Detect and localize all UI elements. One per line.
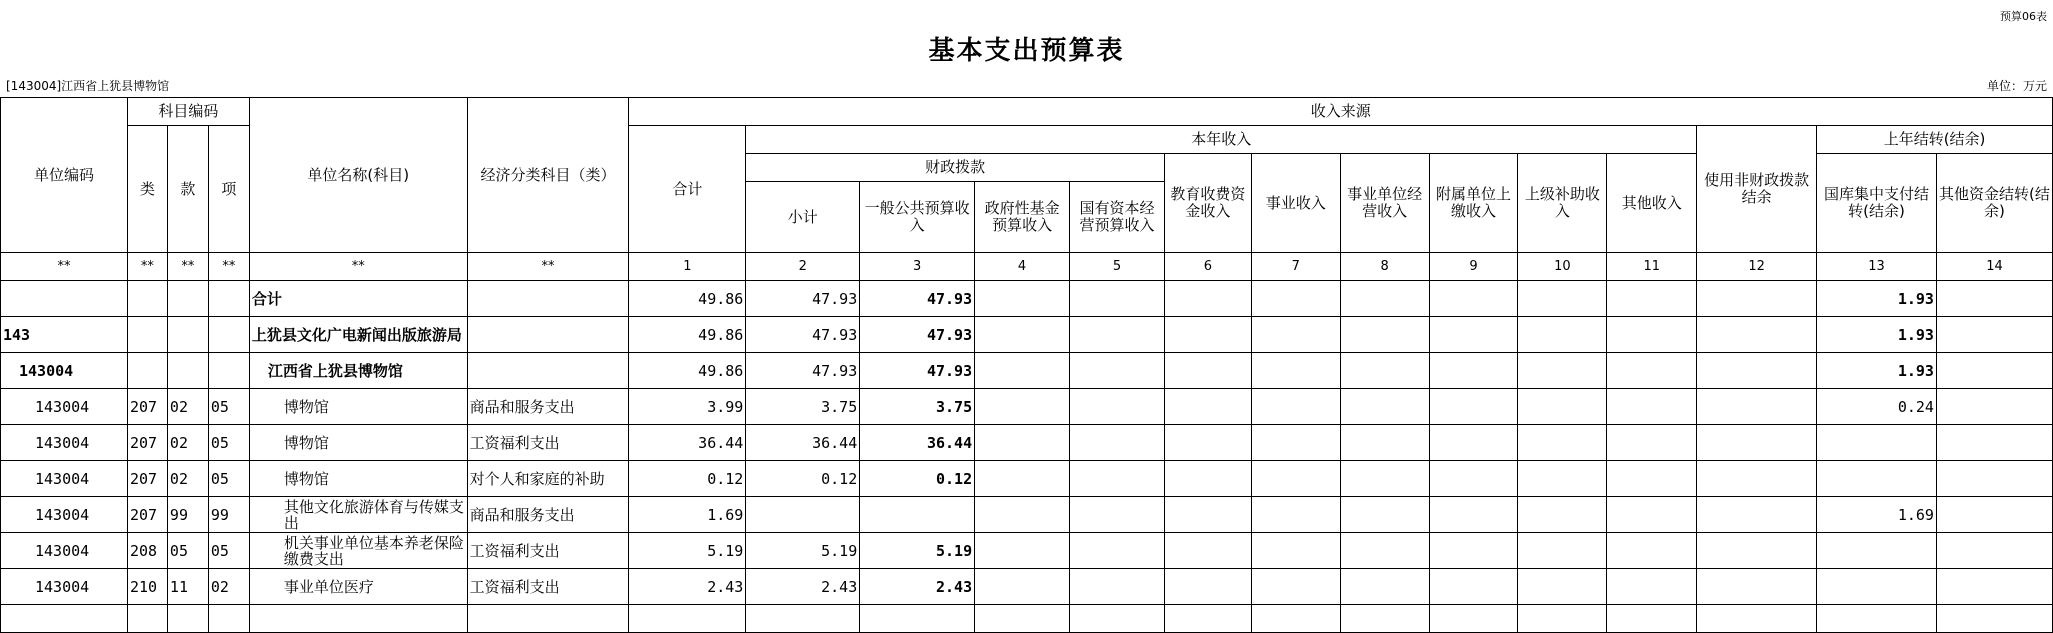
education-cell — [1164, 425, 1251, 461]
stateasset-cell — [1070, 281, 1165, 317]
total-cell: 0.12 — [629, 461, 746, 497]
business-cell — [1251, 533, 1340, 569]
treasury-carryover-cell — [1817, 425, 1937, 461]
total-cell: 49.86 — [629, 353, 746, 389]
stateasset-cell — [1070, 533, 1165, 569]
nonfiscal-cell — [1697, 281, 1817, 317]
unit-code-cell: 143004 — [1, 533, 128, 569]
subtotal-cell: 47.93 — [746, 317, 860, 353]
col-number: 5 — [1070, 253, 1165, 281]
header-nonfiscal: 使用非财政拨款结余 — [1697, 126, 1817, 253]
unit-name-cell: 合计 — [249, 281, 467, 317]
other-funds-cell — [1936, 497, 2052, 533]
other-income-cell — [1607, 353, 1697, 389]
operating-cell — [1340, 353, 1429, 389]
business-cell — [1251, 461, 1340, 497]
header-subject-code: 科目编码 — [127, 98, 249, 126]
header-this-year: 本年收入 — [746, 126, 1697, 154]
education-cell — [1164, 497, 1251, 533]
stateasset-cell — [1070, 317, 1165, 353]
other-funds-cell — [1936, 317, 2052, 353]
superior-cell — [1518, 281, 1607, 317]
other-funds-cell — [1936, 461, 2052, 497]
xiang-cell: 99 — [208, 497, 249, 533]
stateasset-cell — [1070, 569, 1165, 605]
lei-cell — [127, 281, 167, 317]
budget-table — [0, 97, 2053, 633]
affiliated-cell — [1429, 317, 1518, 353]
general-budget-cell: 47.93 — [860, 281, 975, 317]
operating-cell — [1340, 533, 1429, 569]
subtotal-cell — [746, 497, 860, 533]
header-general: 一般公共预算收入 — [860, 182, 975, 253]
total-cell: 49.86 — [629, 281, 746, 317]
xiang-cell: 05 — [208, 461, 249, 497]
econ-class-cell: 对个人和家庭的补助 — [467, 461, 629, 497]
general-budget-cell — [860, 497, 975, 533]
unit-name-cell: 江西省上犹县博物馆 — [249, 353, 467, 389]
table-row — [1, 569, 2053, 605]
unit-name-cell: 其他文化旅游体育与传媒支出 — [249, 497, 467, 533]
govfund-cell — [975, 389, 1070, 425]
education-cell — [1164, 353, 1251, 389]
operating-cell — [1340, 389, 1429, 425]
other-income-cell — [1607, 389, 1697, 425]
unit-name-cell: 机关事业单位基本养老保险缴费支出 — [249, 533, 467, 569]
stateasset-cell — [1070, 389, 1165, 425]
affiliated-cell — [1429, 389, 1518, 425]
general-budget-cell: 36.44 — [860, 425, 975, 461]
govfund-cell — [975, 497, 1070, 533]
lei-cell — [127, 317, 167, 353]
general-budget-cell: 0.12 — [860, 461, 975, 497]
col-number: 2 — [746, 253, 860, 281]
col-number: 8 — [1340, 253, 1429, 281]
govfund-cell — [975, 533, 1070, 569]
header-last-year: 上年结转(结余) — [1817, 126, 2053, 154]
unit-code-cell: 143004 — [1, 461, 128, 497]
other-funds-cell — [1936, 569, 2052, 605]
kuan-cell — [167, 317, 208, 353]
education-cell — [1164, 461, 1251, 497]
unit-code-cell: 143004 — [1, 569, 128, 605]
other-income-cell — [1607, 569, 1697, 605]
col-number: 12 — [1697, 253, 1817, 281]
education-cell — [1164, 533, 1251, 569]
lei-cell: 207 — [127, 497, 167, 533]
unit-name-cell: 博物馆 — [249, 389, 467, 425]
general-budget-cell: 2.43 — [860, 569, 975, 605]
unit-code-cell: 143004 — [1, 497, 128, 533]
unit-code-cell: 143 — [1, 317, 128, 353]
kuan-cell: 11 — [167, 569, 208, 605]
affiliated-cell — [1429, 353, 1518, 389]
other-funds-cell — [1936, 533, 2052, 569]
unit-name-cell: 上犹县文化广电新闻出版旅游局 — [249, 317, 467, 353]
xiang-cell — [208, 281, 249, 317]
operating-cell — [1340, 281, 1429, 317]
total-cell: 2.43 — [629, 569, 746, 605]
col-number: 14 — [1936, 253, 2052, 281]
general-budget-cell: 3.75 — [860, 389, 975, 425]
affiliated-cell — [1429, 461, 1518, 497]
stateasset-cell — [1070, 353, 1165, 389]
nonfiscal-cell — [1697, 533, 1817, 569]
kuan-cell: 02 — [167, 389, 208, 425]
other-income-cell — [1607, 461, 1697, 497]
page-title: 基本支出预算表 — [928, 36, 1125, 66]
unit-label: 单位：万元 — [1986, 79, 2047, 93]
table-row — [1, 353, 2053, 389]
other-funds-cell — [1936, 389, 2052, 425]
xiang-cell — [208, 353, 249, 389]
col-number: 6 — [1164, 253, 1251, 281]
business-cell — [1251, 389, 1340, 425]
general-budget-cell: 47.93 — [860, 317, 975, 353]
header-superior: 上级补助收入 — [1518, 154, 1607, 253]
xiang-cell: 05 — [208, 533, 249, 569]
header-unit-name: 单位名称(科目) — [249, 98, 467, 253]
star-cell: ** — [208, 253, 249, 281]
treasury-carryover-cell: 1.69 — [1817, 497, 1937, 533]
header-lei: 类 — [127, 126, 167, 253]
stateasset-cell — [1070, 497, 1165, 533]
education-cell — [1164, 281, 1251, 317]
star-cell: ** — [249, 253, 467, 281]
business-cell — [1251, 497, 1340, 533]
superior-cell — [1518, 569, 1607, 605]
header-income-source: 收入来源 — [629, 98, 2053, 126]
operating-cell — [1340, 569, 1429, 605]
govfund-cell — [975, 281, 1070, 317]
business-cell — [1251, 569, 1340, 605]
unit-code-cell: 143004 — [1, 353, 128, 389]
treasury-carryover-cell: 1.93 — [1817, 317, 1937, 353]
treasury-carryover-cell — [1817, 533, 1937, 569]
kuan-cell: 02 — [167, 461, 208, 497]
table-row — [1, 425, 2053, 461]
stateasset-cell — [1070, 461, 1165, 497]
education-cell — [1164, 317, 1251, 353]
operating-cell — [1340, 425, 1429, 461]
econ-class-cell: 工资福利支出 — [467, 569, 629, 605]
econ-class-cell: 商品和服务支出 — [467, 389, 629, 425]
form-number-tag: 预算06表 — [2000, 10, 2047, 23]
table-row — [1, 389, 2053, 425]
table-row — [1, 317, 2053, 353]
col-number: 13 — [1817, 253, 1937, 281]
econ-class-cell — [467, 353, 629, 389]
unit-name-cell: 事业单位医疗 — [249, 569, 467, 605]
total-cell: 1.69 — [629, 497, 746, 533]
govfund-cell — [975, 425, 1070, 461]
operating-cell — [1340, 461, 1429, 497]
header-kuan: 款 — [167, 126, 208, 253]
nonfiscal-cell — [1697, 317, 1817, 353]
col-number: 3 — [860, 253, 975, 281]
kuan-cell: 99 — [167, 497, 208, 533]
govfund-cell — [975, 317, 1070, 353]
econ-class-cell: 商品和服务支出 — [467, 497, 629, 533]
table-row — [1, 281, 2053, 317]
kuan-cell: 02 — [167, 425, 208, 461]
star-cell: ** — [467, 253, 629, 281]
nonfiscal-cell — [1697, 389, 1817, 425]
nonfiscal-cell — [1697, 425, 1817, 461]
header-econ-class: 经济分类科目（类） — [467, 98, 629, 253]
col-number: 10 — [1518, 253, 1607, 281]
xiang-cell — [208, 317, 249, 353]
lei-cell: 207 — [127, 389, 167, 425]
subtotal-cell: 36.44 — [746, 425, 860, 461]
header-other: 其他收入 — [1607, 154, 1697, 253]
affiliated-cell — [1429, 281, 1518, 317]
kuan-cell — [167, 353, 208, 389]
header-unit-code: 单位编码 — [1, 98, 128, 253]
unit-code-cell — [1, 281, 128, 317]
col-number: 4 — [975, 253, 1070, 281]
col-number: 11 — [1607, 253, 1697, 281]
kuan-cell: 05 — [167, 533, 208, 569]
total-cell: 49.86 — [629, 317, 746, 353]
col-number: 1 — [629, 253, 746, 281]
lei-cell — [127, 353, 167, 389]
nonfiscal-cell — [1697, 461, 1817, 497]
other-income-cell — [1607, 497, 1697, 533]
general-budget-cell: 5.19 — [860, 533, 975, 569]
kuan-cell — [167, 281, 208, 317]
header-total: 合计 — [629, 126, 746, 253]
treasury-carryover-cell: 0.24 — [1817, 389, 1937, 425]
subtotal-cell: 0.12 — [746, 461, 860, 497]
xiang-cell: 05 — [208, 425, 249, 461]
stateasset-cell — [1070, 425, 1165, 461]
treasury-carryover-cell: 1.93 — [1817, 353, 1937, 389]
education-cell — [1164, 569, 1251, 605]
education-cell — [1164, 389, 1251, 425]
other-income-cell — [1607, 425, 1697, 461]
header-treasury: 国库集中支付结转(结余) — [1817, 154, 1937, 253]
subtotal-cell: 3.75 — [746, 389, 860, 425]
other-income-cell — [1607, 317, 1697, 353]
lei-cell: 210 — [127, 569, 167, 605]
treasury-carryover-cell — [1817, 461, 1937, 497]
subtotal-cell: 47.93 — [746, 353, 860, 389]
empty-row — [1, 605, 2053, 633]
nonfiscal-cell — [1697, 569, 1817, 605]
total-cell: 3.99 — [629, 389, 746, 425]
superior-cell — [1518, 353, 1607, 389]
econ-class-cell — [467, 281, 629, 317]
subtotal-cell: 5.19 — [746, 533, 860, 569]
other-funds-cell — [1936, 425, 2052, 461]
header-govfund: 政府性基金预算收入 — [975, 182, 1070, 253]
unit-code-cell: 143004 — [1, 425, 128, 461]
superior-cell — [1518, 317, 1607, 353]
superior-cell — [1518, 389, 1607, 425]
business-cell — [1251, 317, 1340, 353]
total-cell: 36.44 — [629, 425, 746, 461]
treasury-carryover-cell: 1.93 — [1817, 281, 1937, 317]
general-budget-cell: 47.93 — [860, 353, 975, 389]
affiliated-cell — [1429, 533, 1518, 569]
subtotal-cell: 2.43 — [746, 569, 860, 605]
header-education: 教育收费资金收入 — [1164, 154, 1251, 253]
nonfiscal-cell — [1697, 497, 1817, 533]
header-fiscal: 财政拨款 — [746, 154, 1165, 182]
affiliated-cell — [1429, 569, 1518, 605]
superior-cell — [1518, 533, 1607, 569]
xiang-cell: 05 — [208, 389, 249, 425]
total-cell: 5.19 — [629, 533, 746, 569]
unit-code-cell: 143004 — [1, 389, 128, 425]
header-affiliated: 附属单位上缴收入 — [1429, 154, 1518, 253]
table-row — [1, 533, 2053, 569]
business-cell — [1251, 353, 1340, 389]
col-number: 9 — [1429, 253, 1518, 281]
superior-cell — [1518, 461, 1607, 497]
col-number: 7 — [1251, 253, 1340, 281]
unit-name-cell: 博物馆 — [249, 461, 467, 497]
econ-class-cell — [467, 317, 629, 353]
subtotal-cell: 47.93 — [746, 281, 860, 317]
superior-cell — [1518, 425, 1607, 461]
govfund-cell — [975, 569, 1070, 605]
nonfiscal-cell — [1697, 353, 1817, 389]
star-cell: ** — [1, 253, 128, 281]
treasury-carryover-cell — [1817, 569, 1937, 605]
govfund-cell — [975, 353, 1070, 389]
business-cell — [1251, 281, 1340, 317]
lei-cell: 207 — [127, 461, 167, 497]
lei-cell: 208 — [127, 533, 167, 569]
other-funds-cell — [1936, 281, 2052, 317]
header-operating: 事业单位经营收入 — [1340, 154, 1429, 253]
superior-cell — [1518, 497, 1607, 533]
table-row — [1, 461, 2053, 497]
unit-name-cell: 博物馆 — [249, 425, 467, 461]
econ-class-cell: 工资福利支出 — [467, 533, 629, 569]
govfund-cell — [975, 461, 1070, 497]
header-business: 事业收入 — [1251, 154, 1340, 253]
header-otherfunds: 其他资金结转(结余) — [1936, 154, 2052, 253]
affiliated-cell — [1429, 425, 1518, 461]
operating-cell — [1340, 497, 1429, 533]
other-funds-cell — [1936, 353, 2052, 389]
organization-label: [143004]江西省上犹县博物馆 — [6, 79, 170, 93]
header-stateasset: 国有资本经营预算收入 — [1070, 182, 1165, 253]
table-row — [1, 497, 2053, 533]
operating-cell — [1340, 317, 1429, 353]
other-income-cell — [1607, 281, 1697, 317]
other-income-cell — [1607, 533, 1697, 569]
header-subtotal: 小计 — [746, 182, 860, 253]
header-xiang: 项 — [208, 126, 249, 253]
star-cell: ** — [167, 253, 208, 281]
econ-class-cell: 工资福利支出 — [467, 425, 629, 461]
lei-cell: 207 — [127, 425, 167, 461]
star-cell: ** — [127, 253, 167, 281]
xiang-cell: 02 — [208, 569, 249, 605]
business-cell — [1251, 425, 1340, 461]
affiliated-cell — [1429, 497, 1518, 533]
